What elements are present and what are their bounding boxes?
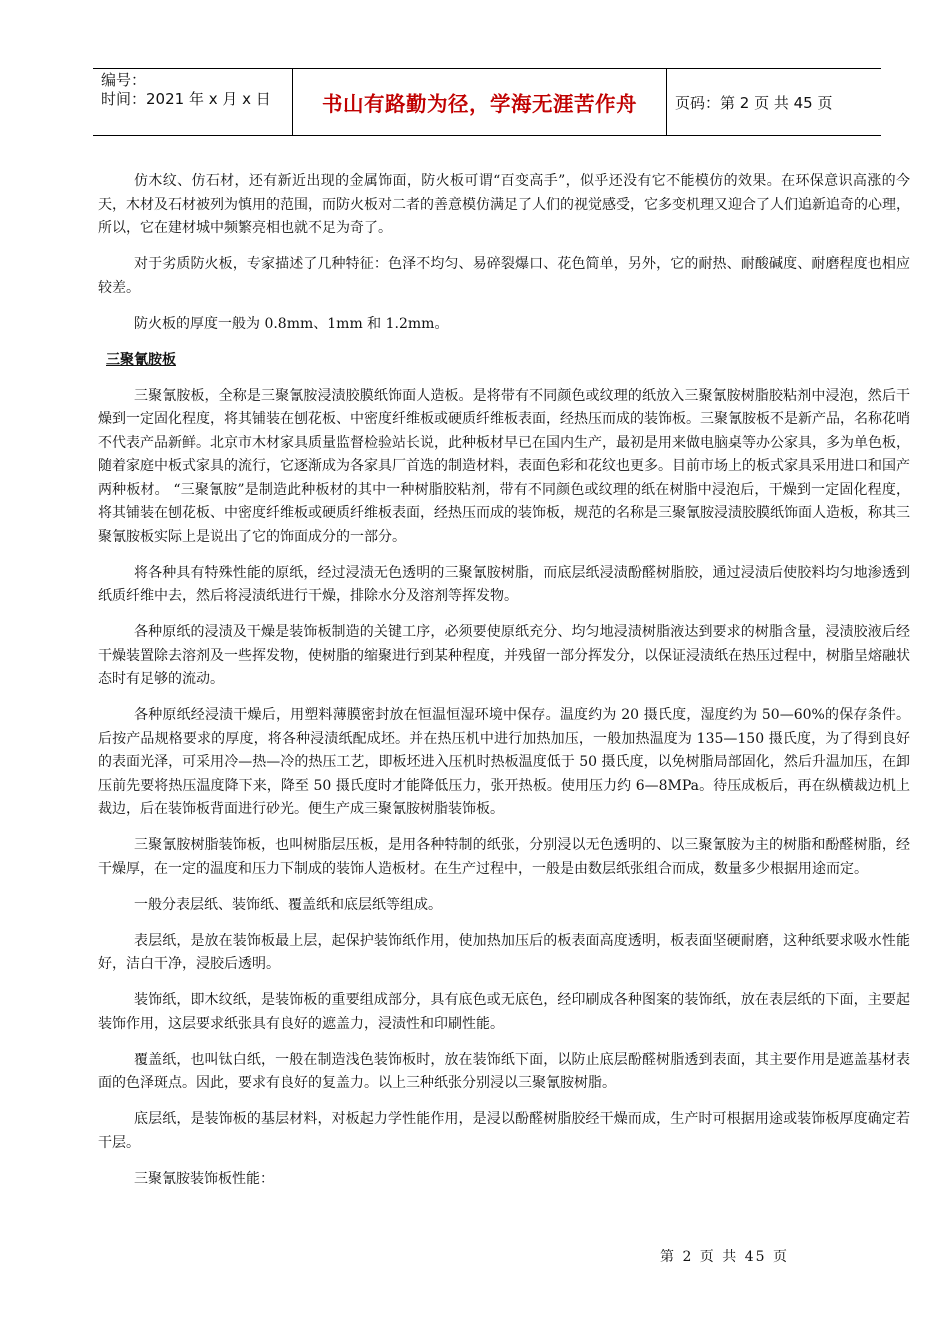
- page-footer: 第 2 页 共 45 页: [660, 1249, 789, 1265]
- document-header: [93, 68, 881, 136]
- motto: 书山有路勤为径，学海无涯苦作舟: [293, 69, 667, 135]
- paragraph: 三聚氰胺装饰板性能：: [134, 1170, 274, 1187]
- paragraph: 覆盖纸，也叫钛白纸，一般在制造浅色装饰板时，放在装饰纸下面，以防止底层酚醛树脂透到表面，其主要作用是遮盖基材表面的色泽斑点。因此，要求有良好的复盖力。以上三种纸张分别浸以三聚氰胺树脂。: [98, 1051, 910, 1091]
- header-meta: [93, 69, 293, 135]
- page-code: 页码：第 2 页 共 45 页: [675, 93, 833, 112]
- paragraph: 三聚氰胺板，全称是三聚氰胺浸渍胶膜纸饰面人造板。是将带有不同颜色或纹理的纸放入三聚氰胺树脂胶粘剂中浸泡，然后干燥到一定固化程度，将其铺装在刨花板、中密度纤维板或硬质纤维板表面，经热压而成的装饰板。三聚氰胺板不是新产品，名称花哨不代表产品新鲜。北京市木材家具质量监督检验站长说，此种板材早已在国内生产，最初是用来做电脑桌等办公家具，多为单色板，随着家庭中板式家具的流行，它逐渐成为各家具厂首选的制造材料，表面色彩和花纹也更多。目前市场上的板式家具采用进口和国产两种板材。 “三聚氰胺”是制造此种板材的其中一种树脂胶粘剂，带有不同颜色或纹理的纸在树脂中浸泡后，干燥到一定固化程度，将其铺装在刨花板、中密度纤维板或硬质纤维板表面，经热压而成的装饰板，规范的名称是三聚氰胺浸渍胶膜纸饰面人造板，称其三聚氰胺板实际上是说出了它的饰面成分的一部分。: [98, 387, 910, 545]
- paragraph: 对于劣质防火板，专家描述了几种特征：色泽不均匀、易碎裂爆口、花色简单，另外，它的耐热、耐酸碱度、耐磨程度也相应较差。: [98, 256, 910, 296]
- paragraph: 各种原纸经浸渍干燥后，用塑料薄膜密封放在恒温恒湿环境中保存。温度约为 20 摄氏度，湿度约为 50—60%的保存条件。后按产品规格要求的厚度，将各种浸渍纸配成坯。并在热压机中进行加热加压，一般加热温度为 135—150 摄氏度，为了得到良好的表面光泽，可采用冷—热—冷的热压工艺，即板坯进入压机时热板温度低于 50 摄氏度，以免树脂局部固化，然后升温加压，在卸压前先要将热压温度降下来，降至 50 摄氏度时才能降低压力，张开热板。使用压力约 6—8MPa。待压成板后，再在纵横裁边机上裁边，后在装饰板背面进行砂光。便生产成三聚氰胺树脂装饰板。: [98, 707, 910, 817]
- paragraph: 表层纸，是放在装饰板最上层，起保护装饰纸作用，使加热加压后的板表面高度透明，板表面坚硬耐磨，这种纸要求吸水性能好，洁白干净，浸胶后透明。: [98, 932, 910, 972]
- paragraph: 防火板的厚度一般为 0.8mm、1mm 和 1.2mm。: [134, 315, 449, 332]
- paragraph: 仿木纹、仿石材，还有新近出现的金属饰面，防火板可谓“百变高手”，似乎还没有它不能模仿的效果。在环保意识高涨的今天，木材及石材被列为慎用的范围，而防火板对二者的善意模仿满足了人们的视觉感受，它多变机理又迎合了人们追新追奇的心理，所以，它在建材城中频繁亮相也就不足为奇了。: [98, 173, 910, 236]
- paragraph: 将各种具有特殊性能的原纸，经过浸渍无色透明的三聚氰胺树脂，而底层纸浸渍酚醛树脂胶，通过浸渍后使胶料均匀地渗透到纸质纤维中去，然后将浸渍纸进行干燥，排除水分及溶剂等挥发物。: [98, 564, 910, 604]
- paragraph: 一般分表层纸、装饰纸、覆盖纸和底层纸等组成。: [134, 896, 442, 913]
- paragraph: 装饰纸，即木纹纸，是装饰板的重要组成部分，具有底色或无底色，经印刷成各种图案的装饰纸，放在表层纸的下面，主要起装饰作用，这层要求纸张具有良好的遮盖力，浸渍性和印刷性能。: [98, 992, 910, 1032]
- document-body: [98, 170, 910, 1204]
- number-label: 编号：: [101, 71, 147, 89]
- paragraph: 底层纸，是装饰板的基层材料，对板起力学性能作用，是浸以酚醛树脂胶经干燥而成，生产时可根据用途或装饰板厚度确定若干层。: [98, 1111, 910, 1151]
- section-heading: 三聚氰胺板: [106, 351, 176, 368]
- paragraph: 三聚氰胺树脂装饰板，也叫树脂层压板，是用各种特制的纸张，分别浸以无色透明的、以三聚氰胺为主的树脂和酚醛树脂，经干燥厚，在一定的温度和压力下制成的装饰人造板材。在生产过程中，一般是由数层纸张组合而成，数量多少根据用途而定。: [98, 837, 910, 877]
- paragraph: 各种原纸的浸渍及干燥是装饰板制造的关键工序，必须要使原纸充分、均匀地浸渍树脂液达到要求的树脂含量，浸渍胶液后经干燥装置除去溶剂及一些挥发物，使树脂的缩聚进行到某种程度，并残留一部分挥发分，以保证浸渍纸在热压过程中，树脂呈熔融状态时有足够的流动。: [98, 624, 910, 687]
- time-label: 时间：2021 年 x 月 x 日: [101, 90, 271, 108]
